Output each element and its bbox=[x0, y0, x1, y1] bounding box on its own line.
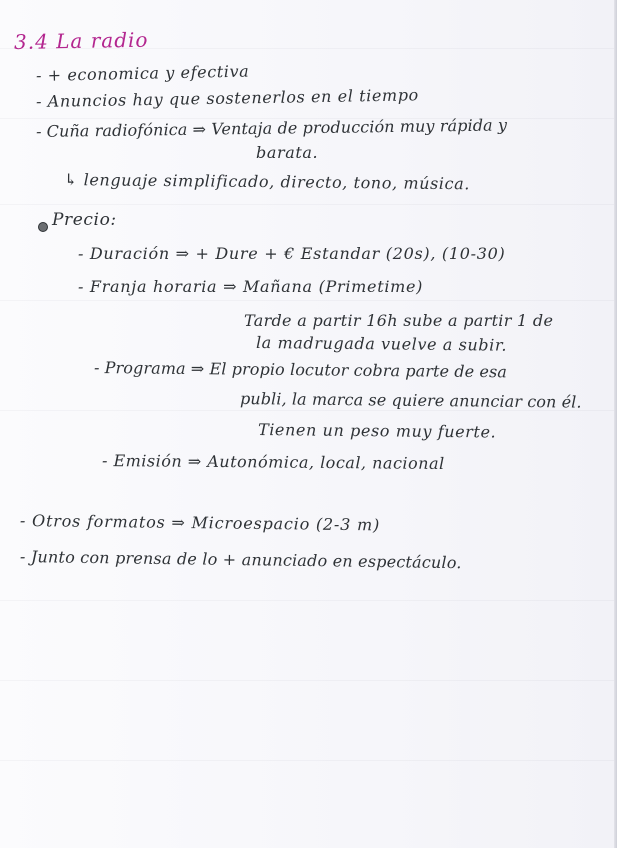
note-line-tarde: Tarde a partir 16h sube a partir 1 de bbox=[244, 311, 554, 330]
note-line-barata: barata. bbox=[256, 143, 319, 162]
note-line-publi: publi, la marca se quiere anunciar con él. bbox=[239, 389, 582, 412]
note-line-otros-formatos: - Otros formatos ⇒ Microespacio (2-3 m) bbox=[19, 511, 381, 535]
note-line-junto-prensa: - Junto con prensa de lo + anunciado en espectáculo. bbox=[19, 547, 462, 573]
bullet-dot bbox=[38, 222, 48, 232]
section-title: 3.4 La radio bbox=[13, 27, 149, 54]
note-line-lenguaje: ↳ lenguaje simplificado, directo, tono, música. bbox=[63, 170, 471, 194]
note-line-programa: - Programa ⇒ El propio locutor cobra parte de esa bbox=[93, 358, 508, 382]
note-line-madrugada: la madrugada vuelve a subir. bbox=[255, 333, 508, 355]
note-line-anuncios: - Anuncios hay que sostenerlos en el tiempo bbox=[35, 85, 419, 111]
note-line-emision: - Emisión ⇒ Autonómica, local, nacional bbox=[101, 451, 445, 473]
note-line-cuna: - Cuña radiofónica ⇒ Ventaja de producción muy rápida y bbox=[35, 115, 508, 141]
note-line-franja: - Franja horaria ⇒ Mañana (Primetime) bbox=[78, 277, 424, 296]
precio-heading: Precio: bbox=[52, 210, 117, 230]
note-line-duracion: - Duración ⇒ + Dure + € Estandar (20s), (10-30) bbox=[78, 244, 506, 263]
note-line-peso: Tienen un peso muy fuerte. bbox=[257, 420, 497, 442]
note-line-economica: - + economica y efectiva bbox=[35, 61, 250, 85]
